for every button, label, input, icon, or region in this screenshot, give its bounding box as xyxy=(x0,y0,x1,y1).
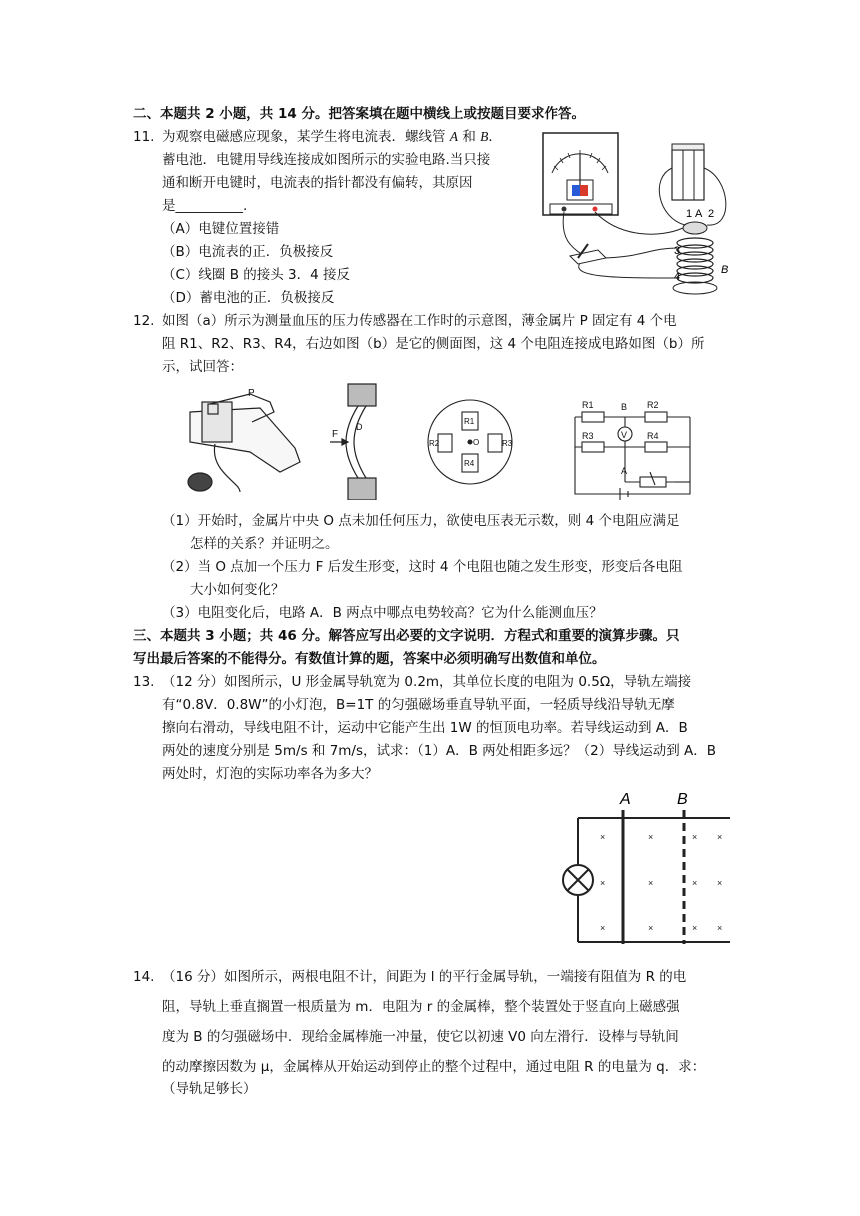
svg-text:R4: R4 xyxy=(464,459,475,468)
q12-line-1: 如图（a）所示为测量血压的压力传感器在工作时的示意图，薄金属片 P 固定有 4 个电 xyxy=(162,313,677,329)
side-view-figure xyxy=(330,384,376,500)
q13-line-3: 擦向右滑动，导线电阻不计，运动中它能产生出 1W 的恒顶电功率。若导线运动到 A．B xyxy=(162,720,688,736)
coil-a xyxy=(683,222,707,234)
q11-option-b: （B）电流表的正．负极接反 xyxy=(162,244,334,260)
q13-line-2: 有“0.8V．0.8W”的小灯泡，B=1T 的匀强磁场垂直导轨平面，一轻质导线沿导轨无摩 xyxy=(162,697,675,713)
svg-text:R1: R1 xyxy=(582,400,594,410)
svg-text:×: × xyxy=(692,878,698,888)
q11-number: 11. xyxy=(133,129,155,145)
q13-number: 13. xyxy=(133,674,155,690)
q12-line-2: 阻 R1、R2、R3、R4，右边如图（b）是它的侧面图，这 4 个电阻连接成电路如图（b）所 xyxy=(162,336,705,352)
q14-line-4: 的动摩擦因数为 μ，金属棒从开始运动到停止的整个过程中，通过电阻 R 的电量为 q．求： xyxy=(162,1059,706,1075)
svg-text:A: A xyxy=(621,466,628,476)
svg-text:×: × xyxy=(717,832,723,842)
q11-option-c: （C）线圈 B 的接头 3．4 接反 xyxy=(162,267,351,283)
svg-text:R1: R1 xyxy=(464,417,475,426)
q11-option-d: （D）蓄电池的正．负极接反 xyxy=(162,290,335,306)
section-3-heading-line-2: 写出最后答案的不能得分。有数值计算的题，答案中必须明确写出数值和单位。 xyxy=(133,651,606,667)
q12-sub3: （3）电阻变化后，电路 A．B 两点中哪点电势较高？它为什么能测血压？ xyxy=(162,605,603,621)
q14-number: 14. xyxy=(133,969,155,985)
magnetic-field-marks xyxy=(600,832,722,933)
q11-line-4: 是__________. xyxy=(162,198,248,214)
svg-text:B: B xyxy=(677,791,688,808)
q13-line-1: （12 分）如图所示，U 形金属导轨宽为 0.2m，其单位长度的电阻为 0.5Ω，导轨左端接 xyxy=(162,674,692,690)
svg-text:×: × xyxy=(717,923,723,933)
bridge-circuit-figure xyxy=(575,400,690,500)
q13-rail-figure xyxy=(562,788,732,948)
svg-text:R2: R2 xyxy=(429,439,440,448)
svg-text:R3: R3 xyxy=(502,439,513,448)
q13-line-5: 两处时，灯泡的实际功率各为多大？ xyxy=(162,766,378,782)
svg-text:×: × xyxy=(692,923,698,933)
coil-b-base xyxy=(673,282,717,294)
svg-text:R4: R4 xyxy=(647,431,659,441)
svg-text:B: B xyxy=(621,402,628,412)
svg-text:×: × xyxy=(692,832,698,842)
q14-line-1: （16 分）如图所示，两根电阻不计，间距为 l 的平行金属导轨，一端接有阻值为 R 的电 xyxy=(162,969,687,985)
section-3-heading-line-1: 三、本题共 3 小题；共 46 分。解答应写出必要的文字说明．方程式和重要的演算步骤。只 xyxy=(133,628,680,644)
svg-text:A: A xyxy=(620,791,631,808)
svg-text:2: 2 xyxy=(708,208,715,220)
q12-sub2-line-1: （2）当 O 点加一个压力 F 后发生形变，这时 4 个电阻也随之发生形变，形变后各电阻 xyxy=(162,559,683,575)
svg-text:V: V xyxy=(621,430,628,440)
svg-text:×: × xyxy=(600,923,606,933)
svg-text:R2: R2 xyxy=(647,400,659,410)
svg-text:×: × xyxy=(717,878,723,888)
q14-line-2: 阻，导轨上垂直搁置一根质量为 m．电阻为 r 的金属棒，整个装置处于竖直向上磁感强 xyxy=(162,999,680,1015)
svg-text:D: D xyxy=(356,422,363,432)
svg-text:4: 4 xyxy=(674,271,681,283)
svg-text:F: F xyxy=(332,429,339,440)
q11-line-1: 为观察电磁感应现象，某学生将电流表．螺线管 A 和 B． xyxy=(162,129,502,145)
svg-text:×: × xyxy=(600,832,606,842)
q11-option-a: （A）电键位置接错 xyxy=(162,221,280,237)
q14-line-3: 度为 B 的匀强磁场中．现给金属棒施一冲量，使它以初速 V0 向左滑行．设棒与导轨间 xyxy=(162,1029,679,1045)
svg-text:×: × xyxy=(648,878,654,888)
svg-text:R3: R3 xyxy=(582,431,594,441)
q12-figures xyxy=(180,382,700,500)
svg-text:B: B xyxy=(721,264,729,276)
q11-line-2: 蓄电池．电键用导线连接成如图所示的实验电路.当只接 xyxy=(162,152,491,168)
q11-line-3: 通和断开电键时，电流表的指针都没有偏转，其原因 xyxy=(162,175,473,191)
battery xyxy=(672,150,704,200)
resistor-disc-figure xyxy=(428,400,513,484)
svg-text:×: × xyxy=(600,878,606,888)
svg-text:A: A xyxy=(695,208,703,220)
switch xyxy=(570,250,606,264)
section-2-heading: 二、本题共 2 小题，共 14 分。把答案填在题中横线上或按题目要求作答。 xyxy=(133,106,585,122)
q12-sub1-line-2: 怎样的关系？并证明之。 xyxy=(190,536,339,552)
svg-text:×: × xyxy=(648,923,654,933)
blood-pressure-arm-figure xyxy=(188,388,300,492)
q14-line-5: （导轨足够长） xyxy=(162,1081,257,1097)
q11-circuit-figure xyxy=(540,128,740,298)
svg-text:×: × xyxy=(648,832,654,842)
q12-line-3: 示，试回答： xyxy=(162,359,243,375)
svg-text:3: 3 xyxy=(674,245,681,257)
svg-text:O: O xyxy=(473,438,480,447)
svg-text:P: P xyxy=(248,388,255,399)
q12-sub1-line-1: （1）开始时，金属片中央 O 点未加任何压力，欲使电压表无示数，则 4 个电阻应满足 xyxy=(162,513,680,529)
svg-text:1: 1 xyxy=(686,208,693,220)
q12-number: 12. xyxy=(133,313,155,329)
q13-line-4: 两处的速度分别是 5m/s 和 7m/s，试求：（1）A．B 两处相距多远？（2）导线运动到 A．B xyxy=(162,743,717,759)
q12-sub2-line-2: 大小如何变化？ xyxy=(190,582,285,598)
